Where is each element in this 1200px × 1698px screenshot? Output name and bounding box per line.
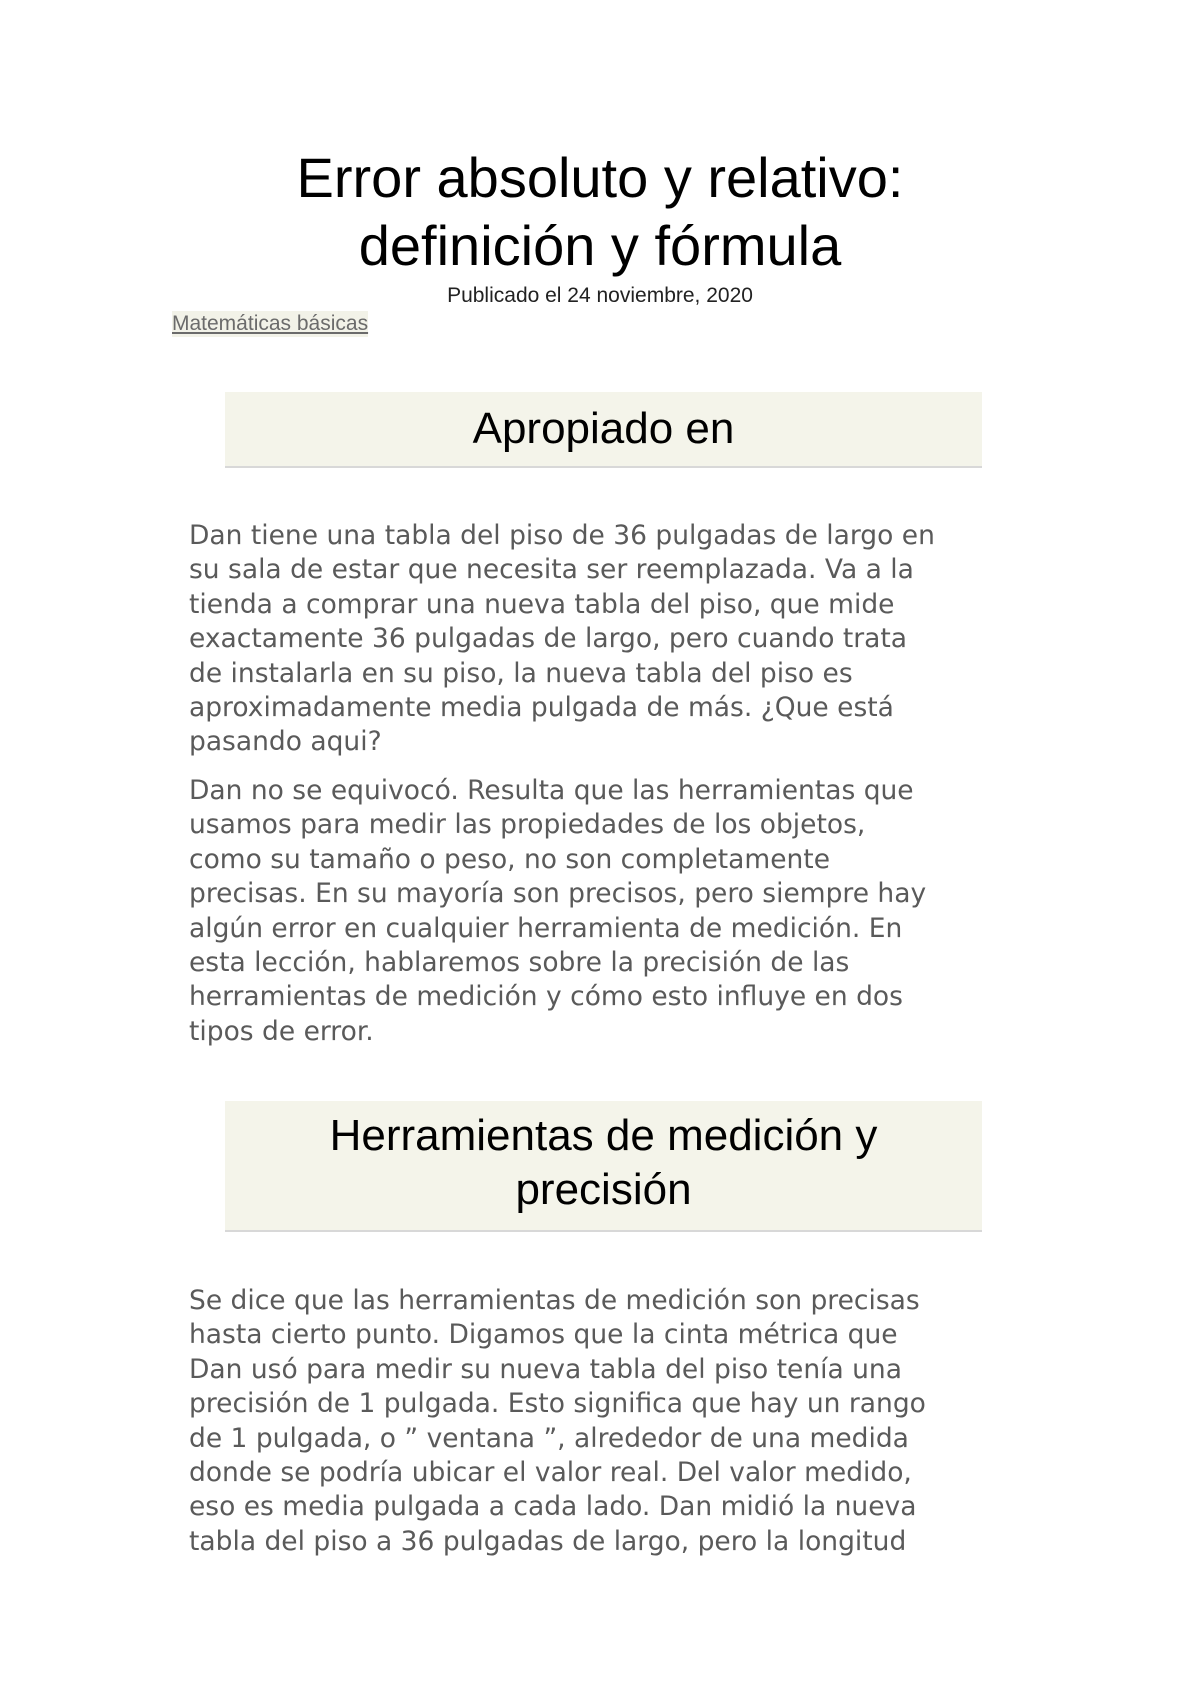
paragraph: Dan tiene una tabla del piso de 36 pulgadas de largo en su sala de estar que necesita ser reemplazada. Va a la tienda a comprar una nueva tabla del piso, que mide exactamente 36 pulgadas de largo, pero cuando trata de instalarla en su piso, la nueva tabla del piso es aproximadamente media pulgada de más. ¿Que está pasando aqui? bbox=[189, 520, 935, 758]
page-title: Error absoluto y relativo: definición y fórmula bbox=[296, 146, 904, 277]
paragraph: Se dice que las herramientas de medición son precisas hasta cierto punto. Digamos que la cinta métrica que Dan usó para medir su nueva tabla del piso tenía una precisión de 1 pulgada. Esto significa que hay un rango de 1 pulgada, o ” ventana ”, alrededor de una medida donde se podría ubicar el valor real. Del valor medido, eso es media pulgada a cada lado. Dan midió la nueva tabla del piso a 36 pulgadas de largo, pero la longitud bbox=[189, 1285, 926, 1557]
category-link[interactable]: Matemáticas básicas bbox=[172, 312, 369, 335]
section-heading: Apropiado en bbox=[472, 404, 735, 453]
paragraph: Dan no se equivocó. Resulta que las herramientas que usamos para medir las propiedades de los objetos, como su tamaño o peso, no son completamente precisas. En su mayoría son precisos, pero siempre hay algún error en cualquier herramienta de medición. En esta lección, hablaremos sobre la precisión de las herramientas de medición y cómo esto influye en dos tipos de error. bbox=[189, 775, 927, 1047]
section-heading-box bbox=[225, 392, 982, 468]
section-heading: Herramientas de medición y precisión bbox=[329, 1111, 878, 1214]
section-heading-box bbox=[225, 1101, 982, 1232]
published-date: Publicado el 24 noviembre, 2020 bbox=[447, 284, 753, 307]
